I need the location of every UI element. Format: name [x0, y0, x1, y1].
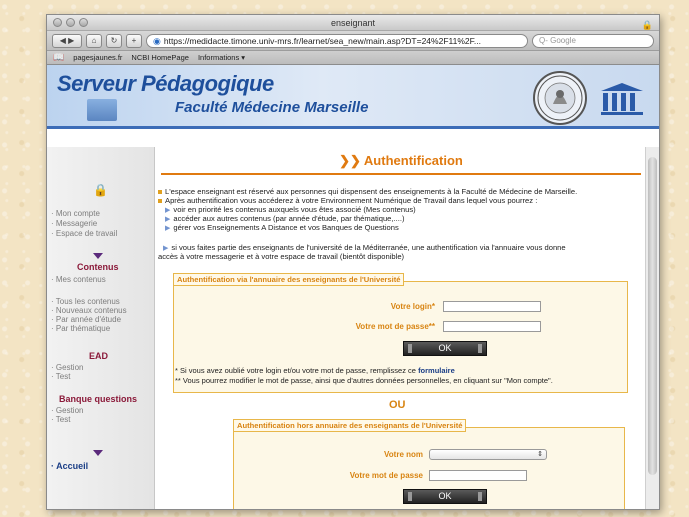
formulaire-link[interactable]: formulaire: [418, 366, 455, 375]
password2-input[interactable]: [429, 470, 527, 481]
password-label: Votre mot de passe**: [355, 322, 435, 331]
main-content: [155, 147, 647, 510]
faculty-seal-logo: [533, 71, 587, 125]
window-title: enseignant: [330, 18, 376, 28]
nav-nouveaux-contenus[interactable]: · Nouveaux contenus: [51, 306, 127, 315]
padlock-icon: 🔒: [93, 183, 108, 197]
back-forward-button[interactable]: ◀ ▶: [52, 34, 82, 48]
url-bar[interactable]: [146, 34, 528, 48]
password2-label: Votre mot de passe: [349, 471, 423, 480]
search-input[interactable]: Q- Google: [532, 34, 654, 48]
minimize-window-button[interactable]: [66, 18, 75, 27]
list-item: ▶ voir en priorité les contenus auxquels vous êtes associé (Mes contenus): [165, 205, 416, 214]
browser-toolbar: [47, 31, 659, 51]
close-window-button[interactable]: [53, 18, 62, 27]
page-title: ❯❯ Authentification: [339, 153, 463, 168]
nav-mon-compte[interactable]: · Mon compte: [51, 209, 100, 218]
scrollbar-thumb[interactable]: [648, 157, 657, 475]
site-banner: [47, 65, 659, 129]
nav-par-thematique[interactable]: · Par thématique: [51, 324, 111, 333]
nav-mes-contenus[interactable]: · Mes contenus: [51, 275, 106, 284]
left-nav: [47, 147, 155, 510]
extra-line-2: accès à votre messagerie et à votre espace de travail (bientôt disponible): [158, 252, 405, 261]
triangle-icon: [93, 450, 103, 456]
globe-icon: ◉: [153, 35, 161, 46]
window-controls: [53, 18, 88, 27]
bookmarks-book-icon[interactable]: 📖: [53, 52, 65, 62]
annuaire-auth-heading: Authentification via l'annuaire des enseignants de l'Université: [173, 273, 404, 286]
nav-par-annee[interactable]: · Par année d'étude: [51, 315, 122, 324]
forgot-password-note: * Si vous avez oublié votre login et/ou votre mot de passe, remplissez ce formulaire: [175, 366, 455, 375]
name-label: Votre nom: [384, 450, 423, 459]
password-input[interactable]: [443, 321, 541, 332]
list-item: ▶ gérer vos Enseignements A Distance et vos Banques de Questions: [165, 223, 399, 232]
browser-window: [46, 14, 660, 510]
bookmark-informations[interactable]: Informations ▾: [197, 53, 246, 62]
zoom-window-button[interactable]: [79, 18, 88, 27]
intro-line-2: Après authentification vous accéderez à votre Environnement Numérique de Travail dans lequel vous pourrez :: [158, 196, 537, 205]
vertical-scrollbar[interactable]: [645, 147, 659, 510]
bookmark-pagesjaunes[interactable]: pagesjaunes.fr: [73, 53, 123, 62]
ok-button[interactable]: OK: [403, 341, 487, 356]
or-separator: OU: [389, 399, 406, 411]
url-text: https://medidacte.timone.univ-mrs.fr/learnet/sea_new/main.asp?DT=24%2F11%2F...: [163, 35, 481, 46]
lock-icon: 🔒: [641, 20, 653, 30]
triangle-icon: [93, 253, 103, 259]
nav-head-ead: EAD: [89, 351, 109, 361]
hors-annuaire-auth-heading: Authentification hors annuaire des enseignants de l'Université: [233, 419, 466, 432]
extra-line-1: ▶ si vous faites partie des enseignants de l'université de la Méditerranée, une authentification via l'annuaire vous donne: [163, 243, 566, 252]
bookmarks-bar: [47, 51, 659, 65]
title-bar: [47, 15, 659, 31]
title-divider: [161, 173, 641, 175]
nav-espace-travail[interactable]: · Espace de travail: [51, 229, 118, 238]
double-chevron-icon: ❯❯: [339, 153, 361, 168]
nav-messagerie[interactable]: · Messagerie: [51, 219, 98, 228]
nav-tous-contenus[interactable]: · Tous les contenus: [51, 297, 120, 306]
columns-logo: [597, 81, 647, 117]
login-input[interactable]: [443, 301, 541, 312]
nav-banque-gestion[interactable]: · Gestion: [51, 406, 84, 415]
nav-banque-test[interactable]: · Test: [51, 415, 71, 424]
nav-head-banque: Banque questions: [59, 394, 138, 404]
login-label: Votre login*: [390, 302, 435, 311]
nav-ead-gestion[interactable]: · Gestion: [51, 363, 84, 372]
nav-ead-test[interactable]: · Test: [51, 372, 71, 381]
reload-icon[interactable]: ↻: [106, 34, 122, 48]
add-bookmark-icon[interactable]: +: [126, 34, 142, 48]
laptop-icon: [87, 99, 117, 121]
home-icon[interactable]: ⌂: [86, 34, 102, 48]
banner-title: Serveur Pédagogique: [57, 71, 274, 96]
bookmark-ncbi[interactable]: NCBI HomePage: [131, 53, 189, 62]
banner-subtitle: Faculté Médecine Marseille: [175, 99, 369, 116]
list-item: ▶ accéder aux autres contenus (par année d'étude, par thématique,....): [165, 214, 405, 223]
name-select[interactable]: ⇕: [429, 449, 547, 460]
ok-button-2[interactable]: OK: [403, 489, 487, 504]
nav-accueil[interactable]: · Accueil: [51, 461, 89, 471]
nav-head-contenus: Contenus: [77, 262, 119, 272]
intro-line-1: L'espace enseignant est réservé aux personnes qui dispensent des enseignements à la Faculté de Médecine de Marseille.: [158, 187, 577, 196]
modify-password-note: ** Vous pourrez modifier le mot de passe, ainsi que d'autres données personnelles, en cliquant sur "Mon compte".: [175, 376, 553, 385]
